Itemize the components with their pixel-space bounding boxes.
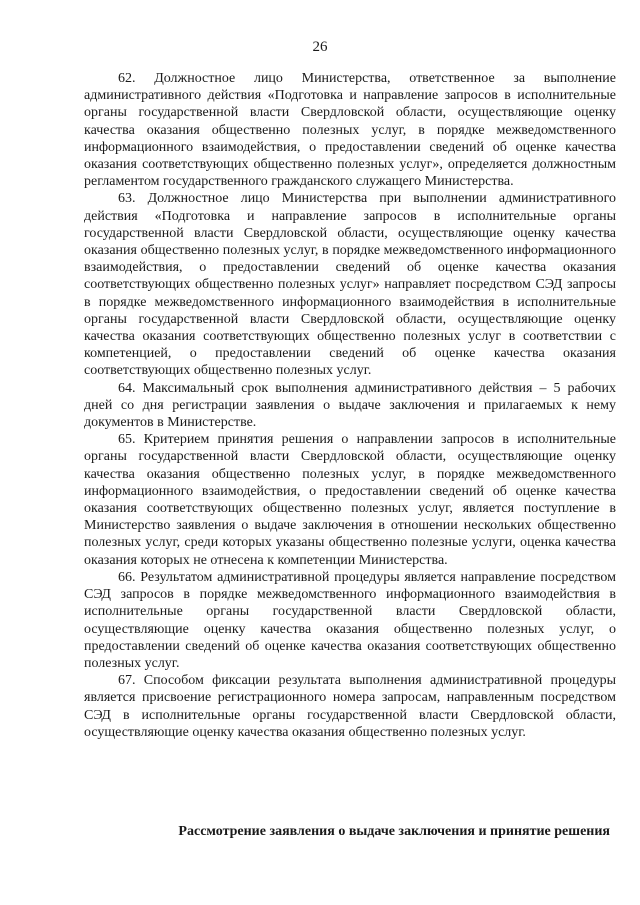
page-number: 26 [312, 39, 328, 55]
paragraph-63: 63. Должностное лицо Министерства при выполнении административного действия «Подготовка и направление запросов в исполнительные органы государственной власти Свердловской области, осуществляющие оценку качества оказания общественно полезных услуг, в порядке межведомственного информационного взаимодействия, о предоставлении сведений об оценке качества оказания соответствующих общественно полезных услуг» направляет посредством СЭД запросы в порядке межведомственного информационного взаимодействия в исполнительные органы государственной власти Свердловской области, осуществляющие оценку качества оказания соответствующих общественно полезных услуг в соответствии с компетенцией, о предоставлении сведений об оценке качества оказания соответствующих общественно полезных услуг. [84, 191, 616, 379]
paragraph-65: 65. Критерием принятия решения о направлении запросов в исполнительные органы государственной власти Свердловской области, осуществляющие оценку качества оказания общественно полезных услуг, в порядке межведомственного информационного взаимодействия, о предоставлении сведений об оценке качества оказания соответствующих общественно полезных услуг, является поступление в Министерство заявления о выдаче заключения в отношении нескольких общественно полезных услуг, среди которых указаны общественно полезные услуги, оценка качества оказания которых не отнесена к компетенции Министерства. [84, 432, 616, 568]
paragraph-67: 67. Способом фиксации результата выполнения административной процедуры является присвоение регистрационного номера запросам, направленным посредством СЭД в исполнительные органы государственной власти Свердловской области, осуществляющие оценку качества оказания общественно полезных услуг. [84, 673, 616, 740]
paragraph-64: 64. Максимальный срок выполнения административного действия – 5 рабочих дней со дня регистрации заявления о выдаче заключения и прилагаемых к нему документов в Министерстве. [84, 380, 616, 431]
document-body [84, 70, 616, 741]
section-heading: Рассмотрение заявления о выдаче заключения и принятие решения [178, 824, 610, 839]
paragraph-66: 66. Результатом административной процедуры является направление посредством СЭД запросов в порядке межведомственного информационного взаимодействия в исполнительные органы государственной власти Свердловской области, осуществляющие оценку качества оказания общественно полезных услуг, о предоставлении сведений об оценке качества оказания соответствующих общественно полезных услуг. [84, 569, 616, 671]
paragraph-62: 62. Должностное лицо Министерства, ответственное за выполнение административного действия «Подготовка и направление запросов в исполнительные органы государственной власти Свердловской области, осуществляющие оценку качества оказания общественно полезных услуг, в порядке межведомственного информационного взаимодействия, о предоставлении сведений об оценке качества оказания соответствующих общественно полезных услуг», определяется должностным регламентом государственного гражданского служащего Министерства. [84, 71, 616, 190]
